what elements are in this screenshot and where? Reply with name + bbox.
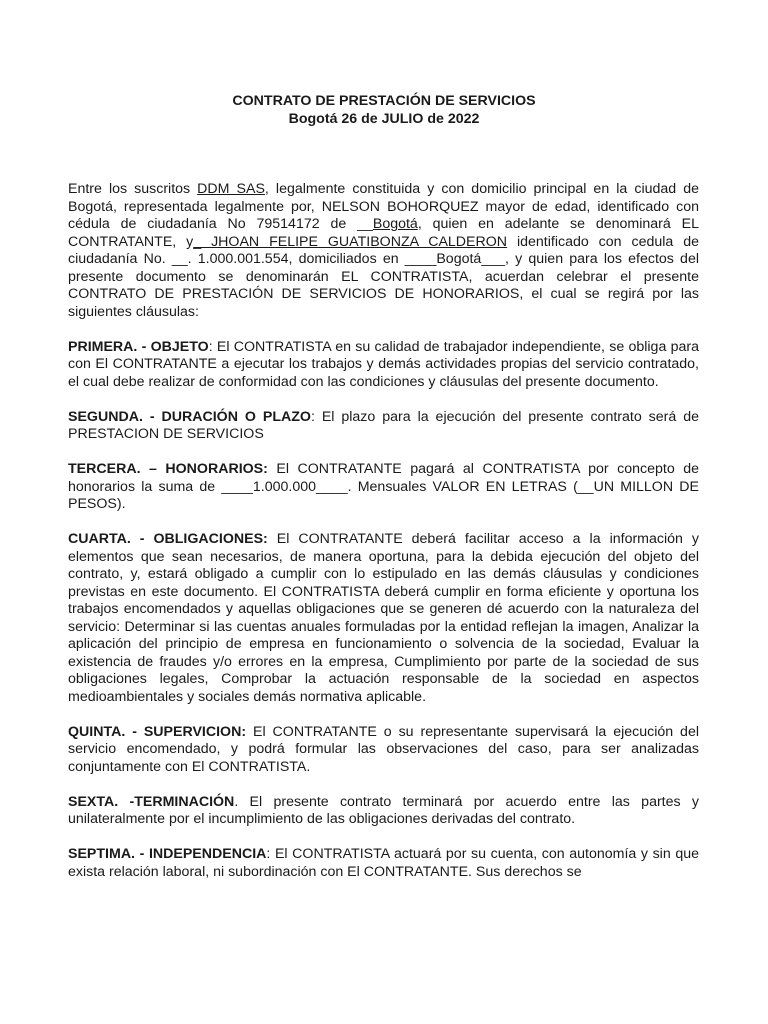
clause-text: El CONTRATANTE pagará al CONTRATISTA por concepto de honorarios la suma de ____1.000.000____. Mensuales VALOR EN LETRAS (__UN MILLON DE PESOS). [68,461,699,512]
intro-paragraph [68,181,699,321]
intro-text-4: identificado con cedula de ciudadanía No. __. 1.000.001.554, domiciliados en ____Bogotá___, y quien para los efectos del presente documento se denominarán EL CONTRATISTA, acuerdan celebrar el presente CONTRATO DE PRESTACIÓN DE SERVICIOS DE HONORARIOS, el cual se regirá por las siguientes cláusulas: [68,233,699,320]
company-name: DDM SAS [197,181,265,197]
clause-text: El CONTRATANTE o su representante supervisará la ejecución del servicio encomendado, y podrá formular las observaciones del caso, para ser analizadas conjuntamente con El CONTRATISTA. [68,723,699,775]
clause-primera [68,339,699,392]
clause-text: : El plazo para la ejecución del presente contrato será de PRESTACION DE SERVICIOS [68,408,699,442]
clause-segunda [68,409,699,444]
clause-cuarta [68,531,699,706]
clause-quinta [68,724,699,777]
intro-text-2: , legalmente constituida y con domicilio principal en la ciudad de Bogotá, representada legalmente por, NELSON BOHORQUEZ mayor de edad, identificado con cédula de ciudadanía No 79514172 de __ [68,181,699,232]
document-date: Bogotá 26 de JULIO de 2022 [288,110,480,127]
contractor-name: _ JHOAN FELIPE GUATIBONZA CALDERON [193,233,508,250]
intro-text-3: , quien en adelante se denominará EL CONTRATANTE, y [68,216,699,250]
clause-text: : El CONTRATISTA actuará por su cuenta, con autonomía y sin que exista relación laboral, ni subordinación con El CONTRATANTE. Sus derechos se [68,846,700,880]
clause-heading: SEGUNDA. - DURACIÓN O PLAZO [68,408,311,425]
clause-tercera [68,461,699,514]
clause-heading: QUINTA. - SUPERVICION: [68,723,247,740]
document-body [68,181,699,899]
clause-heading: SEXTA. -TERMINACIÓN [68,793,235,810]
clause-heading: SEPTIMA. - INDEPENDENCIA [68,846,267,862]
clause-text: : El CONTRATISTA en su calidad de trabajador independiente, se obliga para con El CONTRATANTE a ejecutar los trabajos y demás actividades propias del servicio contratado, el cual debe realizar de conformidad con las condiciones y cláusulas del presente documento. [68,338,699,390]
clause-heading: CUARTA. - OBLIGACIONES: [68,531,268,547]
clause-text: . El presente contrato terminará por acuerdo entre las partes y unilateralmente por el incumplimiento de las obligaciones derivadas del contrato. [68,793,699,827]
clause-septima [68,846,699,881]
intro-text-1: Entre los suscritos [68,181,198,197]
city-name: Bogotá [372,216,418,232]
clause-text: El CONTRATANTE deberá facilitar acceso a la información y elementos que sean necesarios, de manera oportuna, para la debida ejecución del objeto del contrato, y, estará obligado a cumplir con lo estipulado en las demás cláusulas y condiciones previstas en este documento. El CONTRATISTA deberá cumplir en forma eficiente y oportuna los trabajos encomendados y aquellas obligaciones que se generen dé acuerdo con la naturaleza del servicio: Determinar si las cuentas anuales formuladas por la entidad reflejan la imagen, Analizar la aplicación del principio de empresa en funcionamiento o solvencia de la sociedad, Evaluar la existencia de fraudes y/o errores en la empresa, Cumplimiento por parte de la sociedad de sus obligaciones legales, Comprobar la actuación responsable de la sociedad en aspectos medioambientales y sociales demás normativa aplicable. [68,531,699,705]
clause-heading: PRIMERA. - OBJETO [68,338,209,355]
clause-heading: TERCERA. – HONORARIOS: [68,461,268,477]
document-title: CONTRATO DE PRESTACIÓN DE SERVICIOS [232,93,536,109]
document-header [0,93,768,128]
clause-sexta [68,794,699,829]
